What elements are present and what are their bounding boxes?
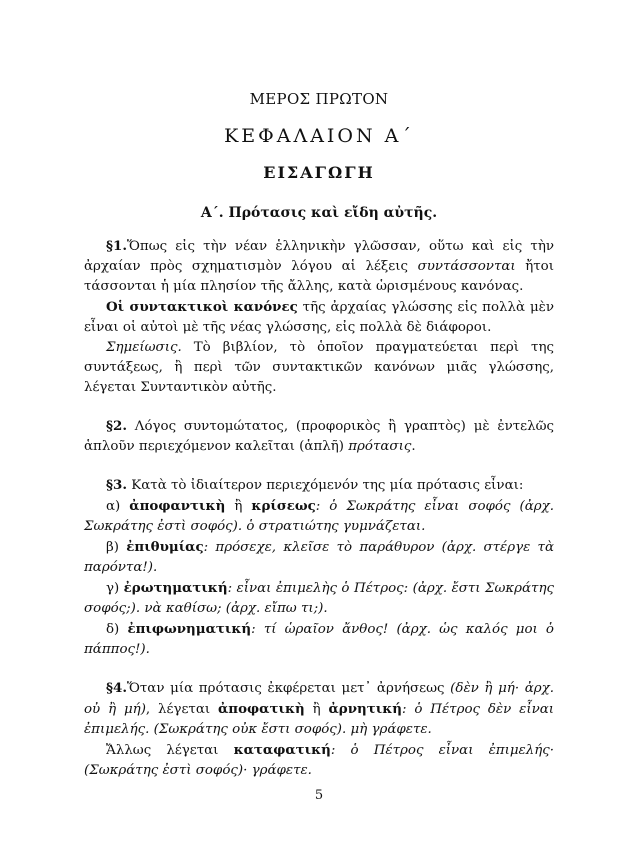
example-text: : ὁ Πέτρος εἶναι ἐπιμελής· (Σωκράτης ἐστὶ σοφός)· γράφετε. <box>84 743 554 778</box>
section-number: §4. <box>106 680 127 696</box>
example-text: (δὲν ἢ μή· ἀρχ. οὐ ἢ μή) <box>84 681 555 717</box>
list-item-a <box>84 496 554 537</box>
bold-term: ἀποφατικὴ <box>218 701 305 717</box>
note-label: Σημείωσις. <box>106 340 182 355</box>
italic-term: πρότασις <box>348 439 412 454</box>
text: τῆς ἀρχαίας γλώσσης εἰς πολλὰ μὲν εἶναι οἱ αὐτοὶ μὲ τῆς νέας γλώσσης, εἰς πολλὰ δὲ διάφοροι. <box>84 300 554 335</box>
list-item-d <box>84 619 554 660</box>
text: ἢ <box>225 499 252 514</box>
paragraph-s3 <box>84 475 554 496</box>
item-marker: γ) <box>106 581 124 596</box>
text: Τὸ βιβλίον, τὸ ὁποῖον πραγματεύεται περὶ της συντάξεως, ἢ περὶ τῶν συντακτικῶν κανόνων μιᾶς γλώσσης, λέγεται Συνταντικὸν αὐτῆς. <box>84 340 554 395</box>
text: Ὅπως εἰς τὴν νέαν ἑλληνικὴν γλῶσσαν, οὕτω καὶ εἰς τὴν ἀρχαίαν πρὸς σχηματισμὸν λόγου αἱ λέξεις <box>84 239 554 274</box>
example-text: : εἶναι ἐπιμελὴς ὁ Πέτρος: (ἀρχ. ἔστι Σωκράτης σοφός;). νὰ καθίσω; (ἀρχ. εἴπω τι;). <box>84 581 554 616</box>
bold-term: ἐπιθυμίας <box>126 539 204 555</box>
section-title: Α΄. Πρότασις καὶ εἴδη αὐτῆς. <box>200 205 438 221</box>
example-text: : ὁ Σωκράτης εἶναι σοφός (ἀρχ. Σωκράτης ἐστὶ σοφός). ὁ στρατιώτης γυμνάζεται. <box>84 499 554 534</box>
italic-term: συντάσσονται <box>417 259 516 274</box>
text: ἢ <box>304 702 329 717</box>
chapter-title: ΚΕΦΑΛΑΙΟΝ Α΄ <box>224 125 414 147</box>
example-text: : τί ὡραῖον ἄνθος! (ἀρχ. ὡς καλός μοι ὁ πάππος!). <box>84 622 554 657</box>
bold-term: ἀποφαντικὴ <box>129 498 226 514</box>
part-title: ΜΕΡΟΣ ΠΡΩΤΟΝ <box>249 90 389 108</box>
item-marker: δ) <box>106 622 128 637</box>
paragraph-s1 <box>84 236 554 297</box>
list-item-c <box>84 578 554 619</box>
list-item-b <box>84 537 554 578</box>
item-marker: β) <box>106 540 127 555</box>
example-text: : ὁ Πέτρος δὲν εἶναι ἐπιμελής. (Σωκράτης οὐκ ἔστι σοφός). μὴ γράφετε. <box>84 702 555 737</box>
text: Λόγος συντομώτατος, (προφορικὸς ἢ γραπτὸς) μὲ ἐντελῶς ἁπλοῦν περιεχόμενον καλεῖται (ἁπλῆ) <box>84 419 554 454</box>
paragraph-s1-rules <box>84 297 554 338</box>
body-text <box>84 236 554 781</box>
item-marker: α) <box>106 499 130 514</box>
text: . <box>411 439 416 454</box>
text: ἤτοι τάσσονται ἡ μία πλησίον τῆς ἄλλης, κατὰ ὡρισμένους κανόνας. <box>84 259 554 294</box>
bold-term: ἀρνητική <box>328 701 402 717</box>
text: Κατὰ τὸ ἰδιαίτερον περιεχόμενόν της μία πρότασις εἶναι: <box>126 478 524 493</box>
text: Ὅταν μία πρότασις ἐκφέρεται μετ᾽ ἀρνήσεως <box>126 681 451 696</box>
section-number: §2. <box>106 418 127 434</box>
bold-term: ἐρωτηματική <box>123 580 228 596</box>
section-number: §1. <box>106 238 127 254</box>
example-text: : πρόσεχε, κλεῖσε τὸ παράθυρον (ἀρχ. στέργε τὰ παρόντα!). <box>84 540 554 575</box>
bold-term: Οἱ συντακτικοὶ κανόνες <box>106 299 298 315</box>
bold-term: κρίσεως <box>251 498 316 514</box>
paragraph-s4-affirmative <box>84 740 554 781</box>
bold-term: ἐπιφωνηματική <box>127 621 252 637</box>
bold-term: καταφατική <box>233 742 331 758</box>
page-number: 5 <box>314 788 324 803</box>
paragraph-s2 <box>84 416 554 457</box>
paragraph-s4 <box>84 678 554 740</box>
paragraph-s1-note <box>84 338 554 398</box>
section-number: §3. <box>106 477 127 493</box>
text: , λέγεται <box>145 702 218 717</box>
text: Ἄλλως λέγεται <box>106 743 234 758</box>
intro-title: ΕΙΣΑΓΩΓΗ <box>263 163 375 182</box>
